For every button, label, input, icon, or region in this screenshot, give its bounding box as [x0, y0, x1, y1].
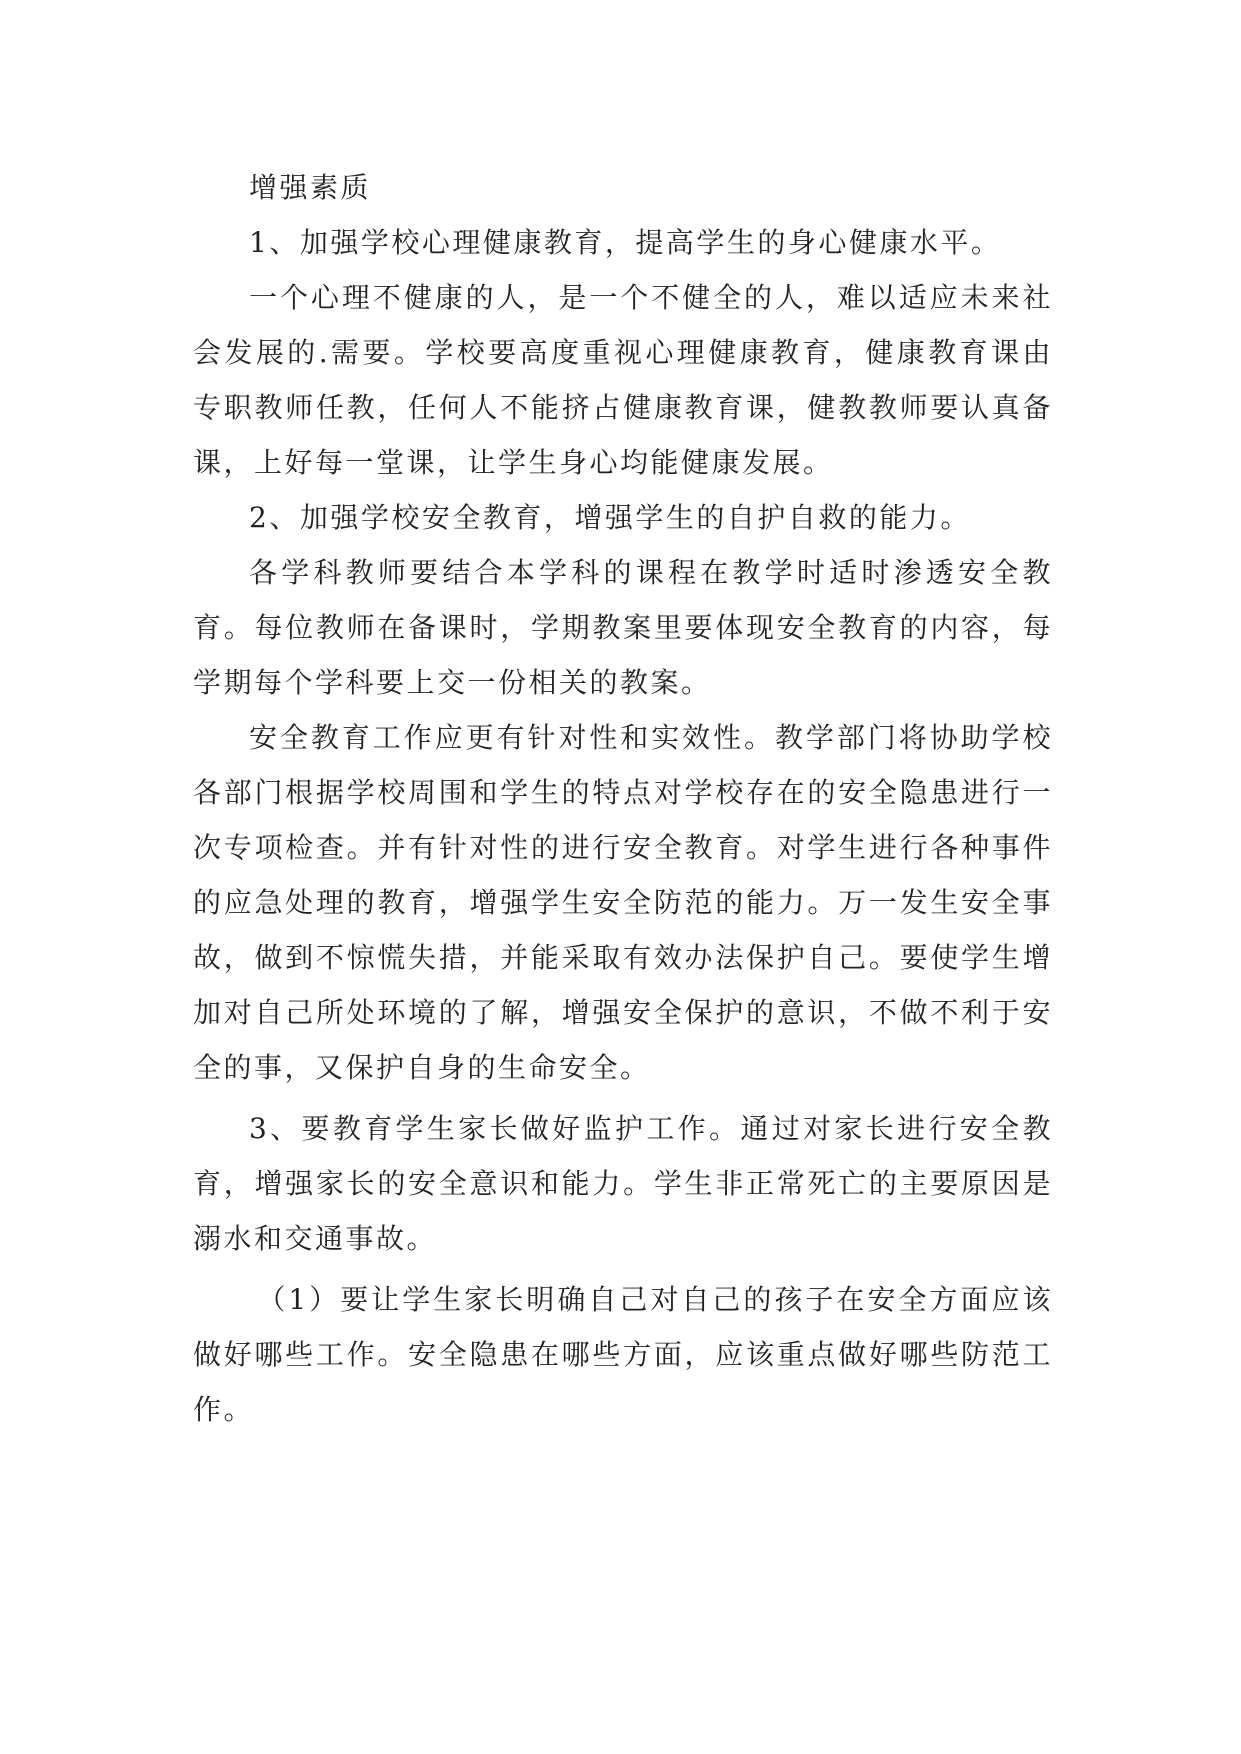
item-heading-1: 1、加强学校心理健康教育，提高学生的身心健康水平。 [249, 226, 1002, 259]
item-heading-2: 2、加强学校安全教育，增强学生的自护自救的能力。 [249, 501, 971, 534]
body-paragraph: 一个心理不健康的人，是一个不健全的人，难以适应未来社会发展的.需要。学校要高度重视心理健康教育，健康教育课由专职教师任教，任何人不能挤占健康教育课，健教教师要认真备课，上好每一堂课，让学生身心均能健康发展。 [193, 281, 1053, 479]
item-heading-3: 3、要教育学生家长做好监护工作。通过对家长进行安全教育，增强家长的安全意识和能力。学生非正常死亡的主要原因是溺水和交通事故。 [193, 1112, 1053, 1255]
sub-item-paragraph: （1）要让学生家长明确自己对自己的孩子在安全方面应该做好哪些工作。安全隐患在哪些方面，应该重点做好哪些防范工作。 [193, 1283, 1053, 1426]
body-paragraph: 安全教育工作应更有针对性和实效性。教学部门将协助学校各部门根据学校周围和学生的特点对学校存在的安全隐患进行一次专项检查。并有针对性的进行安全教育。对学生进行各种事件的应急处理的教育，增强学生安全防范的能力。万一发生安全事故，做到不惊慌失措，并能采取有效办法保护自己。要使学生增加对自己所处环境的了解，增强安全保护的意识，不做不利于安全的事，又保护自身的生命安全。 [193, 721, 1053, 1084]
body-paragraph: 各学科教师要结合本学科的课程在教学时适时渗透安全教育。每位教师在备课时，学期教案里要体现安全教育的内容，每学期每个学科要上交一份相关的教案。 [193, 556, 1053, 699]
document-body [193, 160, 1053, 1437]
section-heading: 增强素质 [249, 171, 372, 204]
